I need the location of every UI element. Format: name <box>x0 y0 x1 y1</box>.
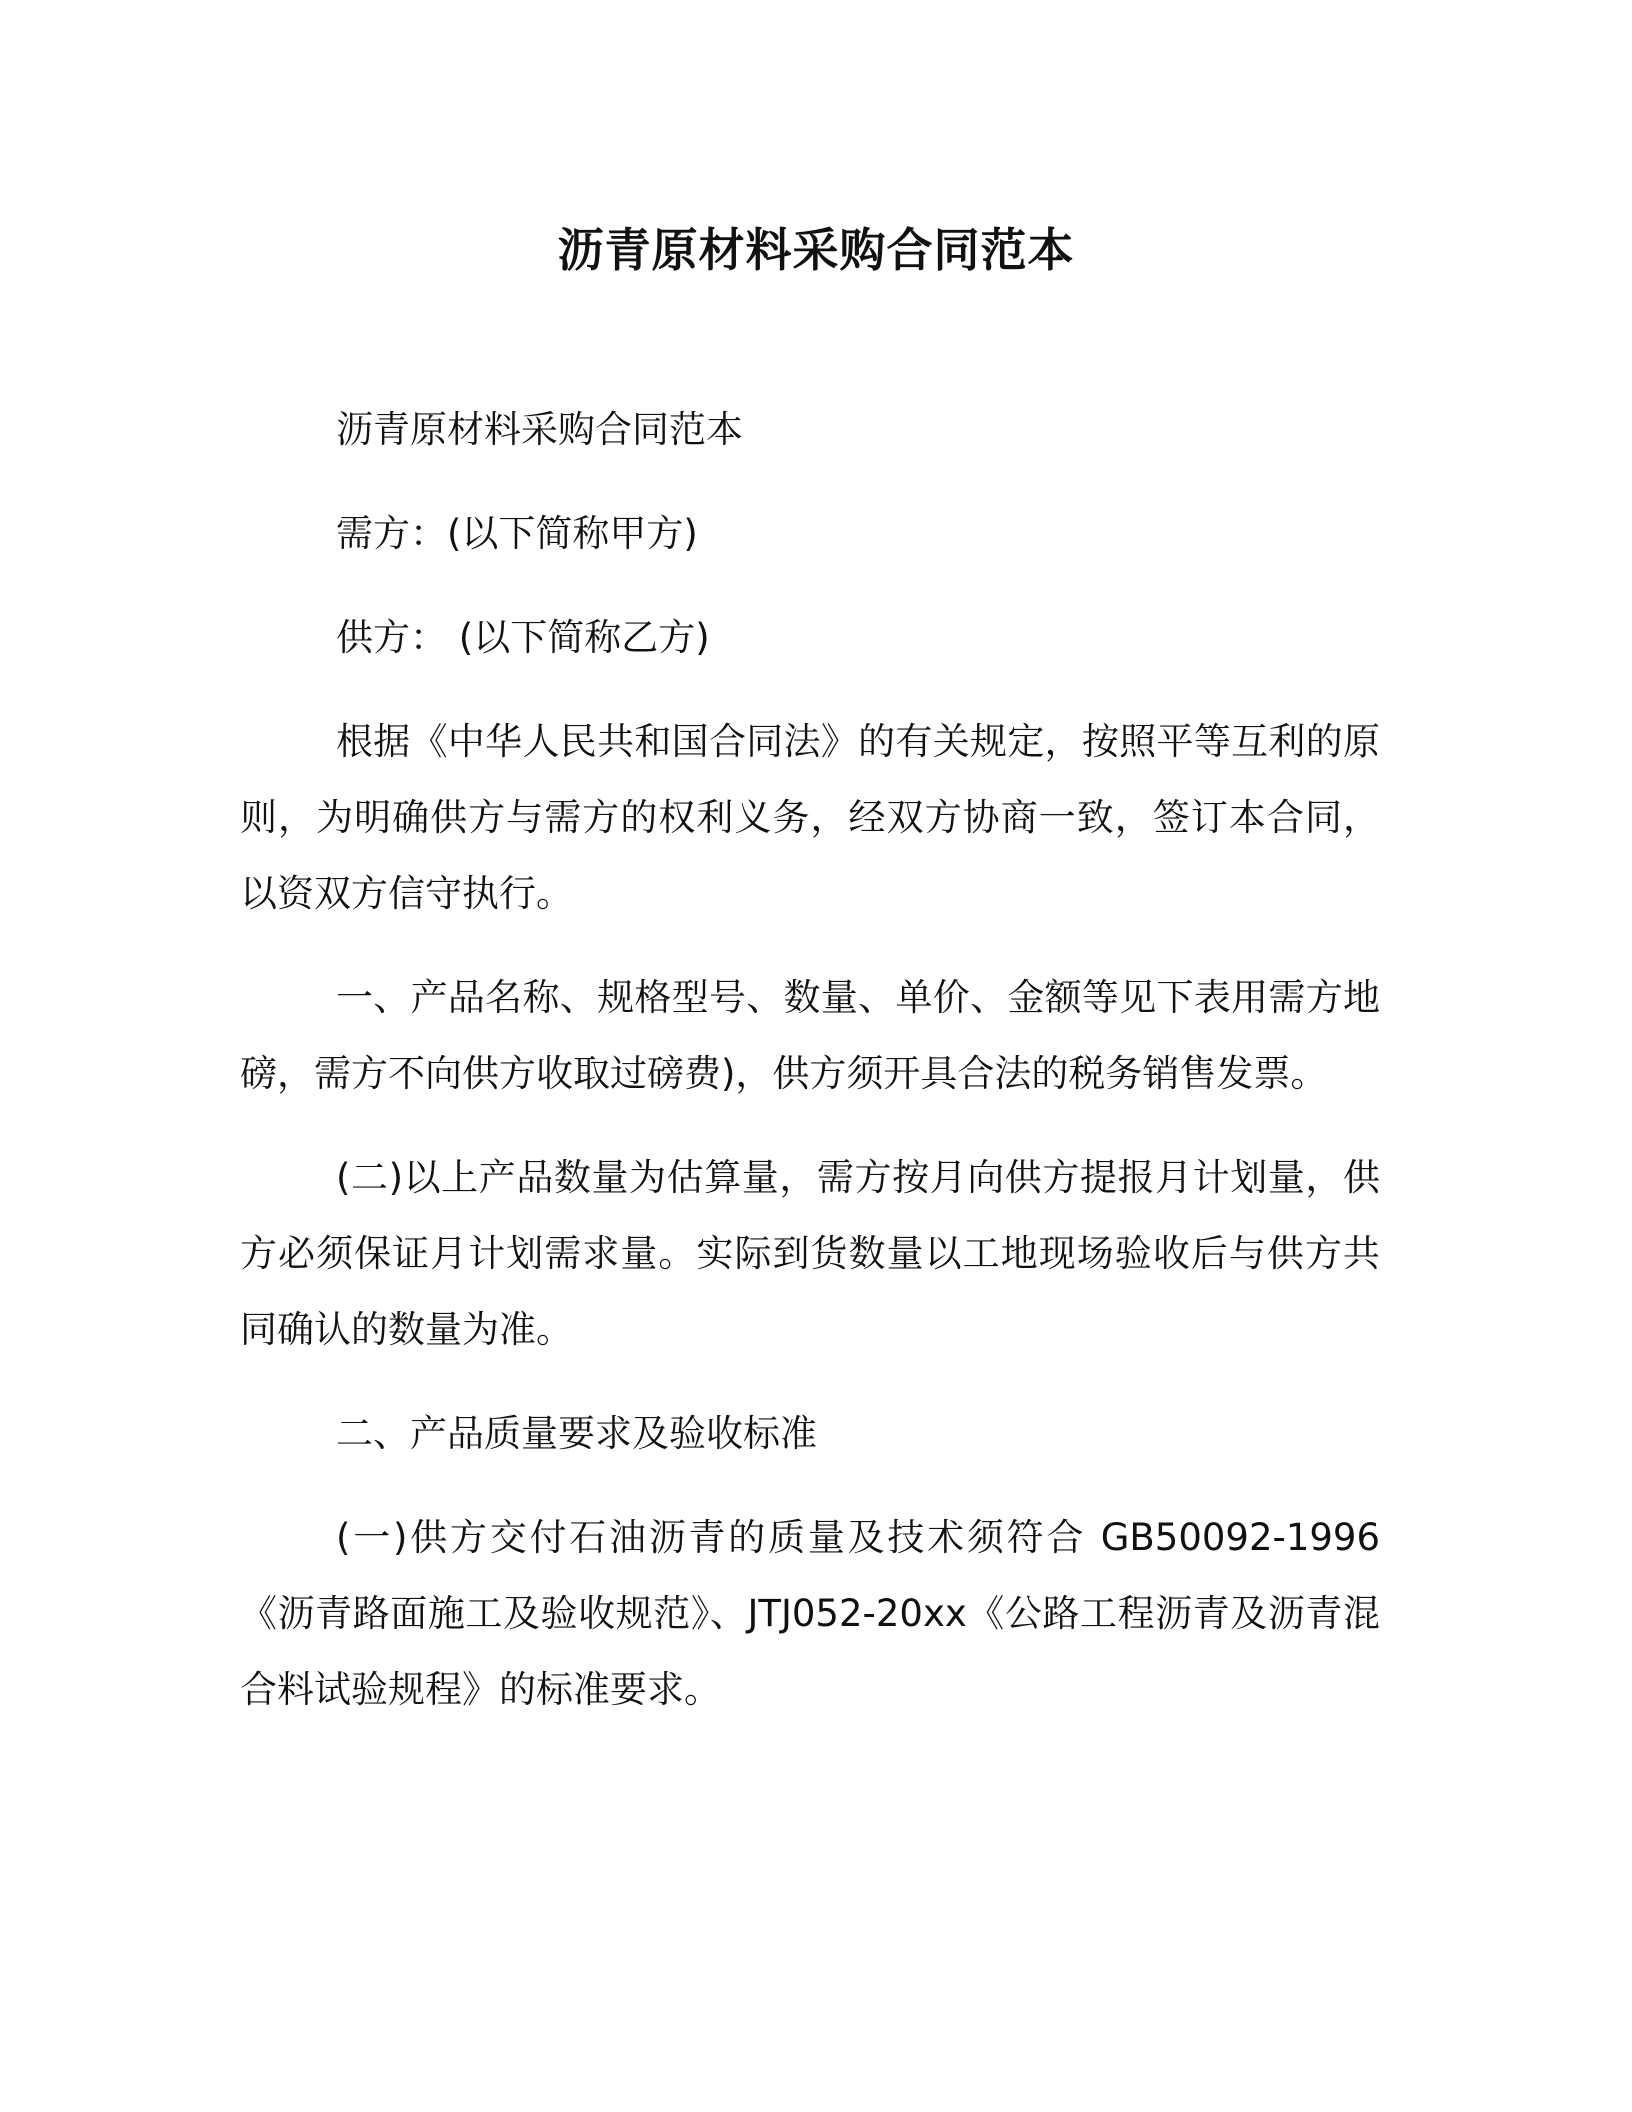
paragraph-preamble: 根据《中华人民共和国合同法》的有关规定，按照平等互利的原则，为明确供方与需方的权利义务，经双方协商一致，签订本合同，以资双方信守执行。 <box>240 720 1380 915</box>
document-body <box>240 392 1380 1756</box>
paragraph-supplier: 供方： (以下简称乙方) <box>336 616 710 659</box>
paragraph-buyer: 需方：(以下简称甲方) <box>336 512 698 555</box>
paragraph-section-1: 一、产品名称、规格型号、数量、单价、金额等见下表用需方地磅，需方不向供方收取过磅费)，供方须开具合法的税务销售发票。 <box>240 976 1380 1095</box>
paragraph-subtitle: 沥青原材料采购合同范本 <box>336 408 743 451</box>
paragraph-section-2-1: (一)供方交付石油沥青的质量及技术须符合 GB50092-1996《沥青路面施工及验收规范》、JTJ052-20xx《公路工程沥青及沥青混合料试验规程》的标准要求。 <box>240 1516 1380 1711</box>
paragraph-section-2-heading: 二、产品质量要求及验收标准 <box>336 1412 817 1455</box>
paragraph-section-1-2: (二)以上产品数量为估算量，需方按月向供方提报月计划量，供方必须保证月计划需求量。实际到货数量以工地现场验收后与供方共同确认的数量为准。 <box>240 1156 1380 1351</box>
document-title: 沥青原材料采购合同范本 <box>557 223 1075 277</box>
